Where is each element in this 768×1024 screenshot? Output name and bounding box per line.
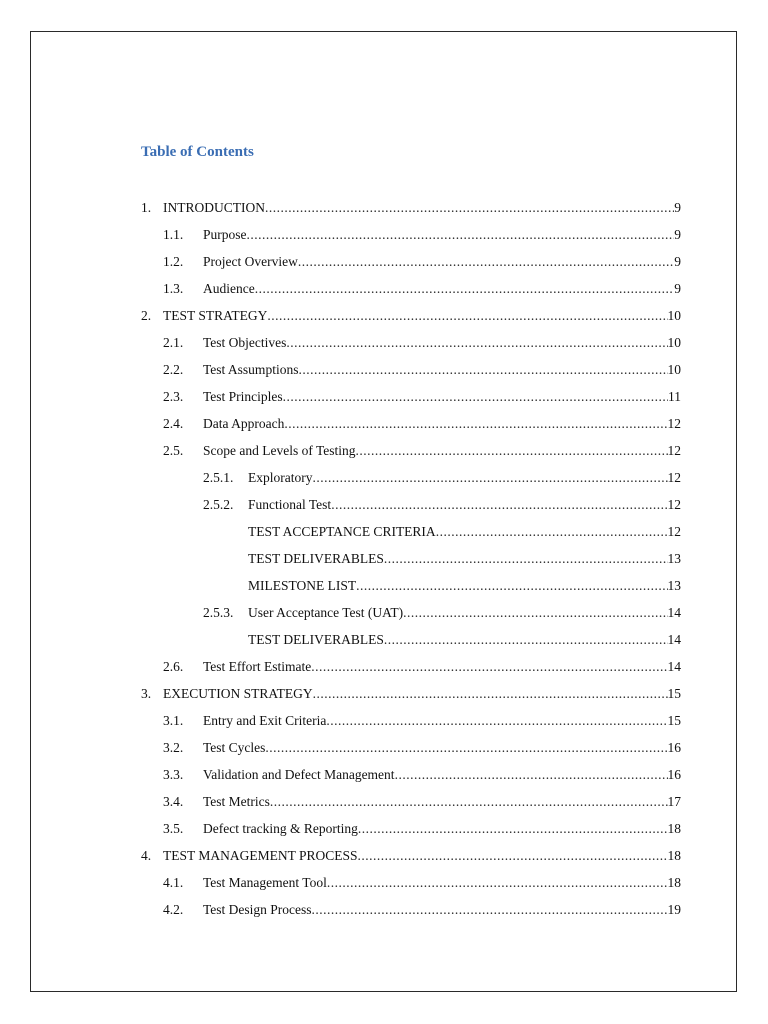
toc-entry-label: MILESTONE LIST — [248, 578, 357, 593]
dot-leader — [283, 387, 668, 407]
toc-entry-number: 3.5. — [163, 821, 184, 836]
toc-row[interactable] — [163, 738, 681, 758]
dot-leader — [312, 468, 667, 488]
toc-entry-page: 12 — [667, 416, 681, 431]
toc-entry-page: 14 — [667, 605, 681, 620]
toc-entry-page: 19 — [667, 902, 681, 917]
toc-entry-page: 18 — [667, 875, 681, 890]
dot-leader — [395, 765, 668, 785]
dot-leader — [255, 279, 675, 299]
toc-entry-number: 1.1. — [163, 227, 184, 242]
toc-row[interactable] — [203, 603, 681, 623]
toc-entry-number: 4.1. — [163, 875, 184, 890]
toc-row[interactable] — [141, 306, 681, 326]
toc-entry-number: 2.4. — [163, 416, 184, 431]
toc-entry-number: 4.2. — [163, 902, 184, 917]
toc-row[interactable] — [163, 873, 681, 893]
toc-row[interactable] — [163, 252, 681, 272]
toc-entry-page: 10 — [667, 308, 681, 323]
toc-entry-page: 9 — [674, 281, 681, 296]
dot-leader — [286, 333, 667, 353]
toc-entry-number: 1.3. — [163, 281, 184, 296]
toc-entry-label: Defect tracking & Reporting — [203, 821, 358, 836]
dot-leader — [298, 360, 667, 380]
toc-row[interactable] — [203, 549, 681, 569]
toc-row[interactable] — [203, 495, 681, 515]
toc-row[interactable] — [141, 846, 681, 866]
toc-entry-page: 9 — [674, 254, 681, 269]
toc-entry-label: Scope and Levels of Testing — [203, 443, 356, 458]
dot-leader — [311, 657, 667, 677]
dot-leader — [358, 846, 668, 866]
dot-leader — [358, 819, 668, 839]
toc-row[interactable] — [203, 576, 681, 596]
toc-entry-number: 2.5.3. — [203, 605, 234, 620]
toc-entry-number: 3.2. — [163, 740, 184, 755]
toc-entry-label: TEST DELIVERABLES — [248, 632, 384, 647]
toc-entry-label: Test Management Tool — [203, 875, 327, 890]
toc-row[interactable] — [163, 441, 681, 461]
toc-entry-label: Test Assumptions — [203, 362, 299, 377]
toc-row[interactable] — [163, 414, 681, 434]
dot-leader — [327, 873, 668, 893]
toc-row[interactable] — [163, 279, 681, 299]
toc-entry-number: 2.5.1. — [203, 470, 234, 485]
dot-leader — [267, 306, 667, 326]
toc-entry-number: 3.3. — [163, 767, 184, 782]
toc-row[interactable] — [203, 630, 681, 650]
toc-entry-page: 12 — [667, 443, 681, 458]
toc-entry-number: 1. — [141, 200, 152, 215]
toc-row[interactable] — [141, 198, 681, 218]
toc-entry-number: 2. — [141, 308, 152, 323]
toc-entry-label: Functional Test — [248, 497, 332, 512]
toc-title: Table of Contents — [141, 144, 254, 160]
toc-entry-page: 9 — [674, 200, 681, 215]
toc-entry-label: Entry and Exit Criteria — [203, 713, 327, 728]
toc-entry-number: 2.3. — [163, 389, 184, 404]
toc-entry-label: Validation and Defect Management — [203, 767, 395, 782]
toc-entry-page: 14 — [667, 659, 681, 674]
toc-entry-label: Data Approach — [203, 416, 285, 431]
toc-entry-page: 16 — [667, 740, 681, 755]
toc-entry-page: 18 — [667, 821, 681, 836]
toc-entry-number: 3.4. — [163, 794, 184, 809]
dot-leader — [298, 252, 674, 272]
toc-entry-page: 14 — [667, 632, 681, 647]
toc-entry-number: 2.5. — [163, 443, 184, 458]
toc-entry-page: 12 — [667, 470, 681, 485]
toc-entry-label: Audience — [203, 281, 255, 296]
toc-entry-number: 2.1. — [163, 335, 184, 350]
toc-entry-page: 12 — [667, 524, 681, 539]
toc-row[interactable] — [163, 711, 681, 731]
toc-entry-label: Test Design Process — [203, 902, 312, 917]
dot-leader — [265, 738, 667, 758]
toc-entry-label: TEST DELIVERABLES — [248, 551, 384, 566]
toc-entry-label: Purpose — [203, 227, 247, 242]
toc-entry-label: Test Principles — [203, 389, 283, 404]
toc-entry-label: EXECUTION STRATEGY — [163, 686, 313, 701]
toc-row[interactable] — [163, 657, 681, 677]
toc-entry-number: 3.1. — [163, 713, 184, 728]
toc-entry-label: Test Metrics — [203, 794, 270, 809]
toc-entry-page: 18 — [667, 848, 681, 863]
toc-entry-number: 2.6. — [163, 659, 184, 674]
dot-leader — [326, 711, 667, 731]
toc-entry-page: 10 — [667, 335, 681, 350]
toc-entry-number: 1.2. — [163, 254, 184, 269]
dot-leader — [403, 603, 667, 623]
dot-leader — [356, 576, 667, 596]
dot-leader — [331, 495, 667, 515]
toc-entry-page: 11 — [668, 389, 681, 404]
toc-row[interactable] — [203, 468, 681, 488]
toc-entry-number: 2.5.2. — [203, 497, 234, 512]
toc-entry-label: User Acceptance Test (UAT) — [248, 605, 404, 620]
dot-leader — [247, 225, 675, 245]
toc-entry-number: 3. — [141, 686, 152, 701]
dot-leader — [265, 198, 674, 218]
toc-row[interactable] — [163, 792, 681, 812]
toc-row[interactable] — [163, 387, 681, 407]
toc-row[interactable] — [203, 522, 681, 542]
toc-entry-page: 13 — [667, 551, 681, 566]
dot-leader — [384, 549, 668, 569]
toc-entry-label: Exploratory — [248, 470, 313, 485]
toc-row[interactable] — [141, 684, 681, 704]
toc-row[interactable] — [163, 819, 681, 839]
toc-row[interactable] — [163, 900, 681, 920]
toc-entry-label: INTRODUCTION — [163, 200, 265, 215]
toc-entry-label: TEST ACCEPTANCE CRITERIA — [248, 524, 436, 539]
toc-entry-label: Test Objectives — [203, 335, 287, 350]
toc-row[interactable] — [163, 225, 681, 245]
toc-entry-number: 2.2. — [163, 362, 184, 377]
toc-entry-label: Test Effort Estimate — [203, 659, 312, 674]
dot-leader — [312, 900, 668, 920]
toc-entry-page: 15 — [667, 713, 681, 728]
dot-leader — [436, 522, 668, 542]
toc-entry-page: 9 — [674, 227, 681, 242]
toc-entry-page: 16 — [667, 767, 681, 782]
toc-entry-number: 4. — [141, 848, 152, 863]
dot-leader — [284, 414, 667, 434]
dot-leader — [356, 441, 668, 461]
toc-row[interactable] — [163, 360, 681, 380]
toc-entry-page: 10 — [667, 362, 681, 377]
toc-row[interactable] — [163, 765, 681, 785]
toc-row[interactable] — [163, 333, 681, 353]
toc-entry-label: Test Cycles — [203, 740, 266, 755]
toc-entry-label: TEST MANAGEMENT PROCESS — [163, 848, 358, 863]
toc-entry-label: Project Overview — [203, 254, 298, 269]
toc-entry-page: 17 — [667, 794, 681, 809]
dot-leader — [270, 792, 668, 812]
dot-leader — [313, 684, 668, 704]
toc-entry-page: 12 — [667, 497, 681, 512]
toc-entry-page: 15 — [667, 686, 681, 701]
toc-entry-label: TEST STRATEGY — [163, 308, 268, 323]
toc-entry-page: 13 — [667, 578, 681, 593]
dot-leader — [384, 630, 668, 650]
